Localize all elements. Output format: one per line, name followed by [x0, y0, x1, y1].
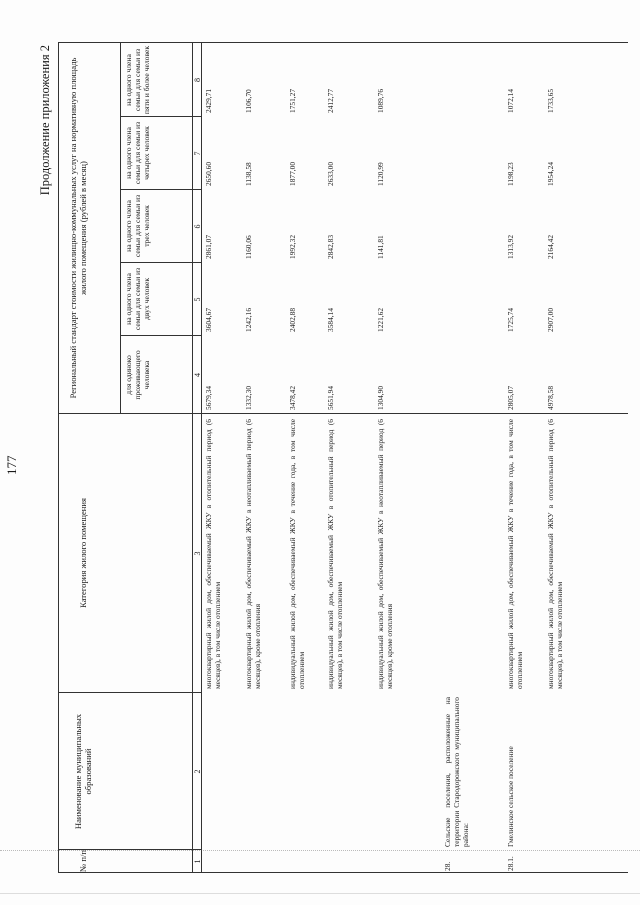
header-col8: на одного члена семьи для семьи из пяти и более человек: [124, 45, 152, 115]
colnum-2: 2: [193, 769, 202, 774]
colnum-3: 3: [193, 551, 202, 556]
header-col7: на одного члена семьи для семьи из четырех человек: [124, 121, 152, 185]
row-value-col7: 1138,58: [244, 162, 253, 186]
row-num: 28.: [443, 861, 452, 871]
row-category: индивидуальный жилой дом, обеспечиваемый ЖКУ в неотапливаемый период (6 месяцев), кроме отопления: [376, 419, 394, 689]
header-col5: на одного члена семьи для семьи из двух человек: [124, 267, 152, 331]
row-value-col5: 3604,67: [204, 307, 213, 332]
colnum-7: 7: [193, 151, 202, 156]
row-value-col4: 3478,42: [288, 385, 297, 410]
header-standard-group: Региональный стандарт стоимости жилищно-коммунальных услуг на нормативную площадь жилого помещения (рублей в месяц): [68, 57, 88, 399]
row-name: Сельские поселения, расположенные на территории Стародорожского муниципального района:: [443, 697, 470, 847]
row-value-col6: 1313,92: [506, 234, 515, 259]
row-value-col8: 2412,77: [326, 88, 335, 113]
colnum-4: 4: [193, 373, 202, 377]
header-col4: для одиноко проживающего человека: [124, 350, 152, 400]
row-category: индивидуальный жилой дом, обеспечиваемый ЖКУ в отопительный период (6 месяцев), в том числе отоплением: [326, 419, 344, 689]
header-num: № п/п: [78, 850, 88, 872]
row-value-col6: 1992,32: [288, 234, 297, 259]
header-col6: на одного члена семьи для семьи из трех человек: [124, 194, 152, 258]
row-value-col8: 1072,14: [506, 88, 515, 113]
row-value-col5: 1221,62: [376, 307, 385, 332]
row-value-col6: 2164,42: [546, 234, 555, 259]
row-value-col7: 1120,99: [376, 162, 385, 186]
row-value-col8: 2429,71: [204, 88, 213, 113]
row-value-col7: 2650,60: [204, 161, 213, 186]
row-value-col8: 1089,76: [376, 88, 385, 113]
colnum-1: 1: [193, 859, 202, 864]
colnum-5: 5: [193, 297, 202, 302]
row-value-col6: 1141,81: [376, 235, 385, 259]
row-category: индивидуальный жилой дом, обеспечиваемый ЖКУ в течение года, в том числе отоплением: [288, 419, 306, 689]
page-number: 177: [4, 455, 19, 475]
appendix-title: Продолжение приложения 2: [38, 45, 52, 196]
row-category: многоквартирный жилой дом, обеспечиваемый ЖКУ в неотапливаемый период (6 месяцев), кроме отопления: [244, 419, 262, 689]
row-value-col7: 1877,00: [288, 161, 297, 186]
row-num: 28.1.: [506, 856, 515, 871]
row-value-col5: 2907,00: [546, 307, 555, 332]
row-value-col5: 1242,16: [244, 307, 253, 332]
row-value-col4: 5651,94: [326, 385, 335, 410]
row-name: Гмелинское сельское поселение: [506, 746, 515, 847]
row-value-col8: 1733,65: [546, 88, 555, 113]
row-value-col8: 1751,27: [288, 88, 297, 113]
row-value-col4: 5679,34: [204, 385, 213, 410]
standards-table: [58, 43, 628, 873]
colnum-8: 8: [193, 78, 202, 82]
row-value-col6: 2861,07: [204, 234, 213, 259]
row-value-col5: 1725,74: [506, 307, 515, 332]
header-category: Категория жилого помещения: [78, 498, 88, 608]
colnum-6: 6: [193, 224, 202, 229]
row-value-col8: 1106,70: [244, 89, 253, 113]
header-name: Наименование муниципальных образований: [73, 713, 93, 830]
row-category: многоквартирный жилой дом, обеспечиваемый ЖКУ в отопительный период (6 месяцев), в том числе отоплением: [204, 419, 222, 689]
row-value-col4: 4978,58: [546, 385, 555, 410]
row-value-col6: 2842,83: [326, 234, 335, 259]
row-value-col7: 1954,24: [546, 161, 555, 186]
row-value-col7: 2633,00: [326, 161, 335, 186]
row-value-col4: 1304,90: [376, 385, 385, 410]
row-value-col4: 2805,07: [506, 385, 515, 410]
row-value-col6: 1160,06: [244, 235, 253, 259]
row-category: многоквартирный жилой дом, обеспечиваемый ЖКУ в течение года, в том числе отоплением: [506, 419, 524, 689]
row-value-col5: 3584,14: [326, 307, 335, 332]
row-value-col7: 1198,23: [506, 162, 515, 186]
row-value-col5: 2402,88: [288, 307, 297, 332]
row-category: многоквартирный жилой дом, обеспечиваемый ЖКУ в отопительный период (6 месяцев), в том числе отоплением: [546, 419, 564, 689]
row-value-col4: 1332,30: [244, 385, 253, 410]
